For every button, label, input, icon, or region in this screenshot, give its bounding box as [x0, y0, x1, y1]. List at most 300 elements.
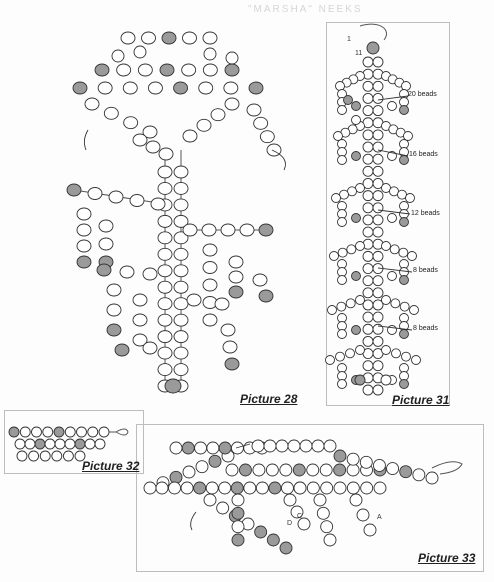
bead	[203, 279, 217, 291]
bead	[332, 194, 341, 203]
bead	[199, 82, 213, 94]
bead	[174, 281, 188, 293]
bead	[280, 464, 292, 476]
bead	[363, 276, 373, 286]
bead	[363, 166, 373, 176]
bead	[373, 385, 383, 395]
bead	[204, 494, 216, 506]
bead	[104, 107, 118, 119]
bead	[402, 352, 411, 361]
bead	[148, 82, 162, 94]
bead	[229, 256, 243, 268]
bead	[239, 464, 251, 476]
bead	[232, 507, 244, 519]
point-d-marker: D	[287, 520, 293, 527]
bead-layer	[9, 32, 438, 554]
bead	[65, 427, 75, 437]
bead	[146, 141, 160, 153]
bead	[356, 346, 365, 355]
bead	[346, 349, 355, 358]
bead	[363, 215, 373, 225]
bead	[338, 106, 347, 115]
bead	[226, 464, 238, 476]
bead	[77, 224, 91, 236]
bead	[373, 251, 383, 261]
bead	[400, 218, 409, 227]
bead	[413, 469, 425, 481]
bead	[392, 349, 401, 358]
bead	[194, 482, 206, 494]
dark-bead	[352, 214, 361, 223]
bead	[99, 427, 109, 437]
bead	[373, 324, 383, 334]
picture-33-caption: Picture 33	[418, 551, 476, 565]
bead-count-label: 20 beads	[408, 91, 437, 98]
bead	[43, 427, 53, 437]
dark-bead	[352, 102, 361, 111]
bead	[225, 358, 239, 370]
bead	[350, 494, 362, 506]
bead	[400, 466, 412, 478]
bead	[347, 482, 359, 494]
bead	[133, 294, 147, 306]
bead	[284, 494, 296, 506]
bead	[264, 440, 276, 452]
bead	[334, 464, 346, 476]
bead	[88, 427, 98, 437]
bead	[35, 439, 45, 449]
bead	[400, 380, 409, 389]
bead	[219, 482, 231, 494]
bead	[115, 344, 129, 356]
bead	[162, 32, 176, 44]
bead	[45, 439, 55, 449]
bead	[158, 182, 172, 194]
bead	[321, 521, 333, 533]
bead	[142, 32, 156, 44]
bead	[20, 427, 30, 437]
bead	[40, 451, 50, 461]
bead	[400, 106, 409, 115]
bead	[77, 256, 91, 268]
bead	[337, 302, 346, 311]
bead	[174, 182, 188, 194]
bead	[373, 312, 383, 322]
bead	[406, 194, 415, 203]
ring-marker: 11	[355, 50, 363, 57]
bead	[352, 116, 361, 125]
bead	[158, 298, 172, 310]
bead	[336, 352, 345, 361]
bead	[317, 507, 329, 519]
bead	[363, 130, 373, 140]
bead	[307, 482, 319, 494]
bead	[252, 440, 264, 452]
bead	[253, 274, 267, 286]
dark-bead	[352, 326, 361, 335]
bead	[412, 356, 421, 365]
bead	[326, 356, 335, 365]
bead	[174, 199, 188, 211]
bead	[159, 148, 173, 160]
bead	[321, 482, 333, 494]
bead	[170, 471, 182, 483]
bead	[221, 224, 235, 236]
bead	[363, 81, 373, 91]
bead	[324, 534, 336, 546]
bead	[133, 134, 147, 146]
dark-bead	[355, 375, 365, 385]
bead	[120, 266, 134, 278]
bead	[254, 117, 268, 129]
bead	[196, 461, 208, 473]
bead	[426, 472, 438, 484]
bead	[17, 451, 27, 461]
bead	[373, 93, 383, 103]
bead	[373, 215, 383, 225]
dark-bead	[352, 152, 361, 161]
bead	[232, 494, 244, 506]
bead	[217, 502, 229, 514]
bead	[328, 306, 337, 315]
bead	[373, 106, 383, 116]
start-marker: 1	[347, 36, 351, 43]
ear-wire	[360, 24, 387, 40]
bead	[158, 232, 172, 244]
bead	[281, 482, 293, 494]
bead	[73, 82, 87, 94]
bead	[373, 227, 383, 237]
dark-bead	[367, 42, 379, 54]
bead	[63, 451, 73, 461]
bead	[223, 341, 237, 353]
bead	[211, 109, 225, 121]
picture-32-caption: Picture 32	[82, 459, 140, 473]
bead	[183, 466, 195, 478]
bead	[373, 459, 385, 471]
bead	[294, 482, 306, 494]
bead	[174, 331, 188, 343]
bead	[170, 442, 182, 454]
bead	[85, 98, 99, 110]
bead	[374, 482, 386, 494]
bead	[363, 324, 373, 334]
bead	[209, 455, 221, 467]
bead	[221, 324, 235, 336]
bead	[382, 242, 391, 251]
bead	[183, 130, 197, 142]
bead	[390, 245, 399, 254]
bead	[67, 184, 81, 196]
bead	[382, 346, 391, 355]
bead	[314, 494, 326, 506]
bead	[400, 302, 409, 311]
bead	[363, 93, 373, 103]
bead	[363, 142, 373, 152]
bead	[183, 32, 197, 44]
bead	[276, 440, 288, 452]
bead	[373, 288, 383, 298]
bead	[373, 57, 383, 67]
bead	[373, 191, 383, 201]
bead	[174, 166, 188, 178]
bead	[77, 427, 87, 437]
bead	[259, 290, 273, 302]
point-c-marker: C	[297, 513, 303, 520]
bead	[65, 439, 75, 449]
bead	[363, 203, 373, 213]
bead	[312, 440, 324, 452]
bead	[232, 521, 244, 533]
bead	[356, 296, 365, 305]
bead	[338, 330, 347, 339]
bead	[363, 191, 373, 201]
bead	[133, 314, 147, 326]
bead	[174, 265, 188, 277]
bead	[388, 102, 397, 111]
bead	[130, 195, 144, 207]
bead	[361, 482, 373, 494]
bead	[363, 312, 373, 322]
bead-count-label: 8 beads	[413, 267, 438, 274]
bead	[174, 248, 188, 260]
bead	[288, 440, 300, 452]
bead	[158, 281, 172, 293]
bead	[399, 248, 408, 257]
bead	[77, 240, 91, 252]
bead	[98, 82, 112, 94]
bead	[75, 439, 85, 449]
bead	[334, 482, 346, 494]
bead	[334, 450, 346, 462]
bead	[109, 191, 123, 203]
dark-bead	[165, 379, 181, 393]
bead	[388, 272, 397, 281]
bead	[121, 32, 135, 44]
bead	[347, 464, 359, 476]
bead	[143, 342, 157, 354]
bead	[280, 542, 292, 554]
bead	[232, 534, 244, 546]
bead	[249, 82, 263, 94]
bead	[373, 81, 383, 91]
bead	[373, 336, 383, 346]
bead	[363, 385, 373, 395]
bead	[77, 208, 91, 220]
bead	[187, 294, 201, 306]
bead	[203, 314, 217, 326]
bead	[107, 324, 121, 336]
bead	[158, 314, 172, 326]
bead	[203, 262, 217, 274]
bead	[330, 252, 339, 261]
bead	[338, 248, 347, 257]
bead	[344, 96, 353, 105]
bead	[29, 451, 39, 461]
bead	[202, 224, 216, 236]
bead	[373, 166, 383, 176]
bead	[158, 248, 172, 260]
background-bleed-text: "MARSHA" NEEKS	[248, 4, 363, 15]
bead	[373, 130, 383, 140]
bead	[338, 218, 347, 227]
bead	[134, 46, 146, 58]
bead	[363, 264, 373, 274]
bead-count-label: 8 beads	[413, 325, 438, 332]
bead	[219, 442, 231, 454]
bead	[85, 439, 95, 449]
bead	[158, 331, 172, 343]
bead	[195, 442, 207, 454]
bead	[338, 156, 347, 165]
bead	[138, 64, 152, 76]
bead	[182, 64, 196, 76]
bead	[293, 464, 305, 476]
bead	[267, 534, 279, 546]
bead	[183, 224, 197, 236]
bead	[203, 32, 217, 44]
bead	[158, 364, 172, 376]
bead	[229, 286, 243, 298]
bead	[320, 464, 332, 476]
dark-bead	[352, 272, 361, 281]
bead	[95, 64, 109, 76]
bead	[307, 464, 319, 476]
bead	[15, 439, 25, 449]
bead	[300, 440, 312, 452]
bead	[408, 252, 417, 261]
bead	[363, 227, 373, 237]
bead	[181, 482, 193, 494]
bead	[207, 442, 219, 454]
bead	[174, 298, 188, 310]
bead	[256, 482, 268, 494]
bead	[346, 299, 355, 308]
bead-count-label: 16 beads	[409, 151, 438, 158]
bead	[203, 64, 217, 76]
bead	[402, 82, 411, 91]
bead	[229, 271, 243, 283]
bead	[253, 464, 265, 476]
bead	[260, 131, 274, 143]
point-a-marker: A	[377, 514, 382, 521]
bead	[226, 52, 238, 64]
bead	[174, 314, 188, 326]
bead	[225, 98, 239, 110]
bead	[338, 380, 347, 389]
bead	[410, 306, 419, 315]
bead	[97, 264, 111, 276]
bead	[144, 482, 156, 494]
bead	[347, 453, 359, 465]
bead-count-label: 12 beads	[411, 210, 440, 217]
bead	[143, 268, 157, 280]
picture-31-caption: Picture 31	[392, 393, 450, 407]
bead	[360, 456, 372, 468]
bead	[373, 203, 383, 213]
bead	[363, 154, 373, 164]
bead	[269, 482, 281, 494]
bead	[151, 198, 165, 210]
bead	[363, 106, 373, 116]
bead	[259, 224, 273, 236]
bead	[231, 482, 243, 494]
bead	[55, 439, 65, 449]
bead	[364, 524, 376, 536]
bead	[240, 224, 254, 236]
bead	[99, 238, 113, 250]
bead	[174, 347, 188, 359]
bead	[107, 284, 121, 296]
bead	[158, 215, 172, 227]
arrow	[191, 512, 196, 530]
bead	[158, 166, 172, 178]
bead	[174, 364, 188, 376]
bead	[25, 439, 35, 449]
bead	[400, 276, 409, 285]
bead	[204, 48, 216, 60]
bead	[391, 299, 400, 308]
bead	[174, 82, 188, 94]
bead	[203, 244, 217, 256]
picture-28-caption: Picture 28	[240, 392, 298, 406]
bead	[54, 427, 64, 437]
bead	[99, 220, 113, 232]
bead	[381, 375, 391, 385]
bead	[215, 298, 229, 310]
bead	[373, 276, 383, 286]
bead	[357, 509, 369, 521]
bead	[107, 304, 121, 316]
bead	[95, 439, 105, 449]
bead	[123, 82, 137, 94]
bead	[363, 251, 373, 261]
bead	[363, 57, 373, 67]
bead	[124, 117, 138, 129]
bead	[206, 482, 218, 494]
bead	[347, 245, 356, 254]
bead	[158, 265, 172, 277]
bead	[338, 276, 347, 285]
bead	[363, 288, 373, 298]
bead	[160, 64, 174, 76]
bead	[388, 214, 397, 223]
bead	[158, 347, 172, 359]
bead	[9, 427, 19, 437]
bead	[224, 82, 238, 94]
bead	[244, 482, 256, 494]
bead	[387, 463, 399, 475]
ring	[432, 462, 462, 474]
bead	[156, 482, 168, 494]
bead	[356, 242, 365, 251]
bead	[373, 361, 383, 371]
bead	[373, 154, 383, 164]
bead	[112, 50, 124, 62]
bead	[32, 427, 42, 437]
bead	[266, 464, 278, 476]
bead	[363, 361, 373, 371]
bead	[324, 440, 336, 452]
bead	[225, 64, 239, 76]
bead	[400, 330, 409, 339]
bead	[88, 188, 102, 200]
arrow	[84, 130, 88, 150]
bead	[255, 526, 267, 538]
bead	[52, 451, 62, 461]
bead	[336, 82, 345, 91]
bead	[400, 156, 409, 165]
